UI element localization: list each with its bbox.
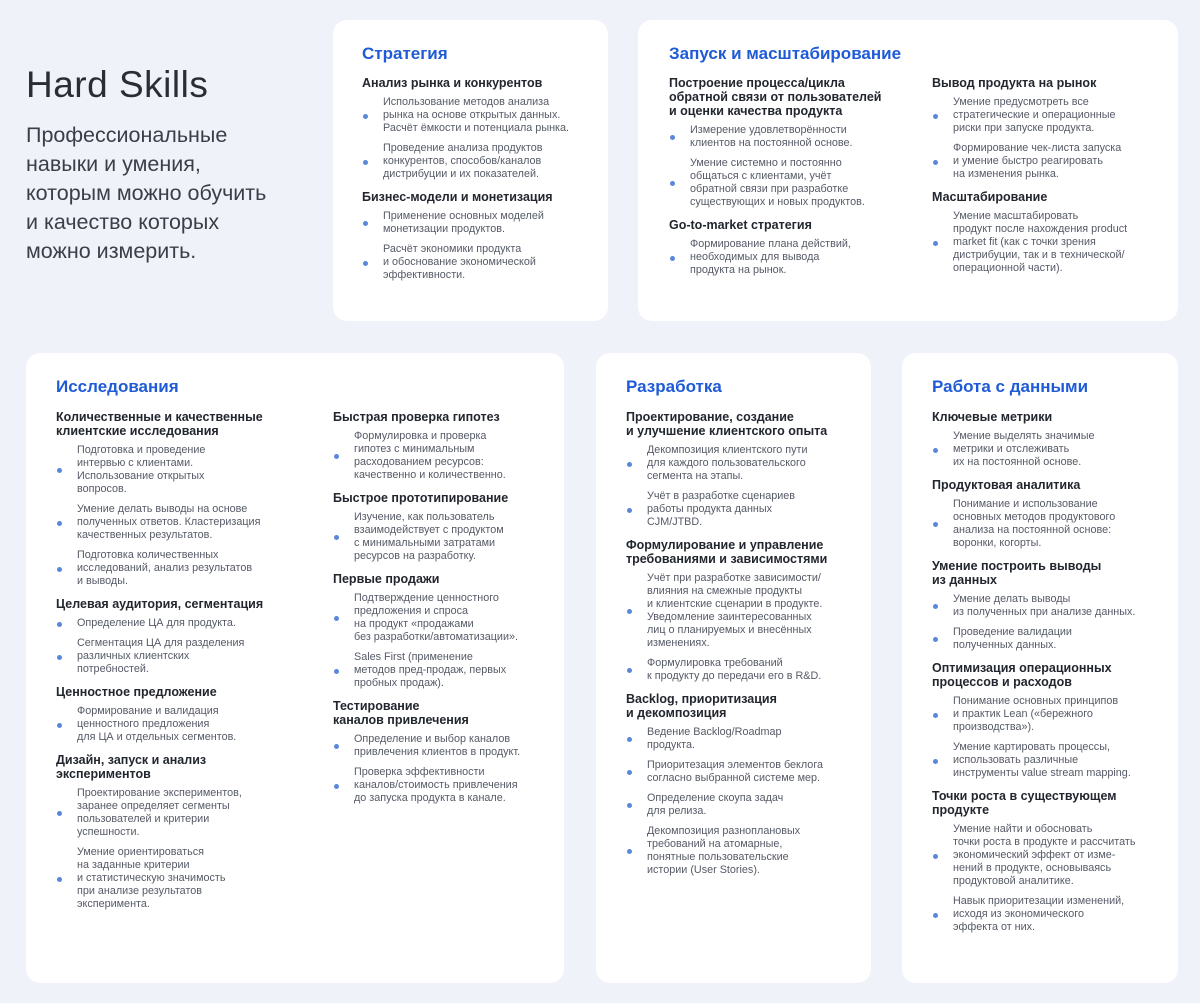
page-subtitle: Профессиональные навыки и умения, которым можно обучить и качество которых можно измерить. (26, 122, 267, 263)
skill-item (626, 657, 866, 683)
skill-item-text: Умение выделять значимые метрики и отслеживать их на постоянной основе. (953, 430, 1095, 468)
skill-group-title: Масштабирование (932, 190, 1048, 204)
bullet-dot-icon (334, 744, 339, 749)
card-column (362, 76, 602, 289)
bullet-dot-icon (933, 448, 938, 453)
skill-item (362, 243, 602, 282)
bullet-dot-icon (933, 637, 938, 642)
skill-item (626, 572, 866, 650)
skill-item-text: Sales First (применение методов пред-продаж, первых пробных продаж). (354, 651, 507, 689)
skill-group-title: Целевая аудитория, сегментация (56, 597, 264, 611)
skill-group-title: Точки роста в существующем продукте (932, 789, 1117, 817)
bullet-dot-icon (334, 784, 339, 789)
skill-group-title: Go-to-market стратегия (669, 218, 812, 232)
skill-item (362, 210, 602, 236)
skill-item (626, 792, 866, 818)
bullet-dot-icon (334, 616, 339, 621)
skill-item (56, 787, 306, 839)
skill-item-text: Умение делать выводы на основе полученных ответов. Кластеризация качественных результатов. (77, 503, 261, 541)
bullet-dot-icon (57, 521, 62, 526)
skill-group-title: Бизнес-модели и монетизация (362, 190, 553, 204)
bullet-dot-icon (363, 160, 368, 165)
skill-item-text: Понимание и использование основных методов продуктового анализа на постоянной основе: воронки, когорты. (953, 498, 1116, 549)
card-column (932, 76, 1172, 282)
skill-group-title: Анализ рынка и конкурентов (362, 76, 543, 90)
skill-item-text: Умение системно и постоянно общаться с клиентами, учёт обратной связи при разработке существующих и новых продуктов. (690, 157, 865, 208)
skill-item-text: Декомпозиция клиентского пути для каждого пользовательского сегмента на этапы. (647, 444, 808, 482)
skill-item (932, 430, 1174, 469)
bullet-dot-icon (57, 567, 62, 572)
skill-item-text: Применение основных моделей монетизации продуктов. (383, 210, 544, 235)
skill-group-title: Ценностное предложение (56, 685, 217, 699)
skill-item-text: Сегментация ЦА для разделения различных клиентских потребностей. (77, 637, 245, 675)
skill-item-text: Умение найти и обосновать точки роста в продукте и рассчитать экономический эффект от изме- нений в продукте, основываясь продуктовой аналитике. (953, 823, 1136, 887)
bullet-dot-icon (627, 668, 632, 673)
skill-item-text: Ведение Backlog/Roadmap продукта. (647, 726, 782, 751)
card-column (56, 410, 306, 918)
skill-group-title: Построение процесса/цикла обратной связи от пользователей и оценки качества продукта (669, 76, 882, 118)
bullet-dot-icon (363, 221, 368, 226)
card-title: Работа с данными (932, 377, 1089, 396)
skill-item (56, 444, 306, 496)
skill-group-title: Количественные и качественные клиентские исследования (56, 410, 263, 438)
bullet-dot-icon (57, 622, 62, 627)
skill-item (362, 96, 602, 135)
skill-item-text: Декомпозиция разноплановых требований на атомарные, понятные пользовательские истории (User Stories). (647, 825, 801, 876)
page-title: Hard Skills (26, 64, 209, 105)
skill-item-text: Измерение удовлетворённости клиентов на постоянной основе. (690, 124, 853, 149)
skill-group-title: Умение построить выводы из данных (932, 559, 1102, 587)
skill-item (56, 846, 306, 911)
card-data (902, 353, 1178, 983)
skill-item-text: Формулировка требований к продукту до передачи его в R&D. (647, 657, 822, 682)
bullet-dot-icon (627, 849, 632, 854)
skill-group-title: Оптимизация операционных процессов и расходов (932, 661, 1112, 689)
card-research (26, 353, 564, 983)
skill-item-text: Приоритезация элементов беклога согласно выбранной системе мер. (647, 759, 824, 784)
card-title: Стратегия (362, 44, 448, 63)
skill-group-title: Продуктовая аналитика (932, 478, 1081, 492)
skill-item-text: Проверка эффективности каналов/стоимость привлечения до запуска продукта в канале. (354, 766, 518, 804)
skill-item (669, 238, 919, 277)
bullet-dot-icon (363, 261, 368, 266)
skill-item (932, 96, 1172, 135)
bullet-dot-icon (627, 737, 632, 742)
skill-item (626, 490, 866, 529)
intro (26, 64, 326, 266)
bullet-dot-icon (933, 604, 938, 609)
skill-item-text: Учёт в разработке сценариев работы продукта данных CJM/JTBD. (647, 490, 795, 528)
bullet-dot-icon (627, 803, 632, 808)
skill-item (56, 503, 306, 542)
skill-item-text: Подготовка количественных исследований, анализ результатов и выводы. (77, 549, 253, 587)
bullet-dot-icon (627, 462, 632, 467)
skill-item-text: Умение предусмотреть все стратегические и операционные риски при запуске продукта. (953, 96, 1116, 134)
skill-item-text: Умение делать выводы из полученных при анализе данных. (953, 593, 1136, 618)
bullet-dot-icon (627, 609, 632, 614)
skill-item (333, 733, 558, 759)
bullet-dot-icon (933, 241, 938, 246)
bullet-dot-icon (57, 723, 62, 728)
skill-item-text: Умение ориентироваться на заданные критерии и статистическую значимость при анализе результатов эксперимента. (77, 846, 226, 910)
bullet-dot-icon (57, 811, 62, 816)
skill-item-text: Использование методов анализа рынка на основе открытых данных. Расчёт ёмкости и потенциала рынка. (383, 96, 570, 134)
bullet-dot-icon (933, 913, 938, 918)
skill-group-title: Быстрое прототипирование (333, 491, 509, 505)
skill-item (56, 617, 306, 630)
skill-item-text: Подтверждение ценностного предложения и спроса на продукт «продажами без разработки/автоматизации». (354, 592, 518, 643)
bullet-dot-icon (57, 655, 62, 660)
skill-item (56, 637, 306, 676)
skill-item (932, 695, 1174, 734)
skill-item-text: Изучение, как пользователь взаимодействует с продуктом с минимальными затратами ресурсов на разработку. (354, 511, 504, 562)
skill-item-text: Определение ЦА для продукта. (77, 617, 236, 629)
skill-group-title: Формулирование и управление требованиями и зависимостями (626, 538, 828, 566)
skill-item (932, 142, 1172, 181)
bullet-dot-icon (670, 181, 675, 186)
card-strategy (333, 20, 608, 321)
skill-item (932, 498, 1174, 550)
skill-item (932, 823, 1174, 888)
bullet-dot-icon (670, 135, 675, 140)
skill-item (626, 825, 866, 877)
skill-item (56, 549, 306, 588)
skill-item-text: Формирование плана действий, необходимых для вывода продукта на рынок. (690, 238, 851, 276)
card-title: Разработка (626, 377, 722, 396)
bullet-dot-icon (933, 759, 938, 764)
skill-item (669, 124, 919, 150)
skill-item (932, 210, 1172, 275)
skill-group-title: Проектирование, создание и улучшение клиентского опыта (626, 410, 828, 438)
skill-group-title: Вывод продукта на рынок (932, 76, 1097, 90)
skill-group-title: Ключевые метрики (932, 410, 1053, 424)
bullet-dot-icon (334, 669, 339, 674)
bullet-dot-icon (933, 160, 938, 165)
skill-group-title: Быстрая проверка гипотез (333, 410, 500, 424)
bullet-dot-icon (933, 114, 938, 119)
bullet-dot-icon (57, 468, 62, 473)
skill-group-title: Backlog, приоритизация и декомпозиция (626, 692, 777, 720)
bullet-dot-icon (627, 770, 632, 775)
skill-item (626, 726, 866, 752)
skill-item (626, 444, 866, 483)
skill-item-text: Расчёт экономики продукта и обоснование экономической эффективности. (383, 243, 536, 281)
bullet-dot-icon (334, 454, 339, 459)
bullet-dot-icon (334, 535, 339, 540)
skill-item (333, 592, 558, 644)
skill-item (932, 593, 1174, 619)
skill-item (333, 651, 558, 690)
skill-item-text: Навык приоритезации изменений, исходя из экономического эффекта от них. (953, 895, 1125, 933)
skill-item (333, 766, 558, 805)
bullet-dot-icon (627, 508, 632, 513)
bullet-dot-icon (57, 877, 62, 882)
skill-item-text: Понимание основных принципов и практик Lean («бережного производства»). (953, 695, 1119, 733)
skill-item (932, 626, 1174, 652)
skill-item (932, 895, 1174, 934)
skill-item (56, 705, 306, 744)
skill-item-text: Умение картировать процессы, использовать различные инструменты value stream mapping. (953, 741, 1131, 779)
skill-item-text: Учёт при разработке зависимости/ влияния на смежные продукты и клиентские сценарии в продукте. Уведомление заинтересованных лиц о планируемых и внесённых изменениях. (647, 572, 823, 649)
card-column (333, 410, 558, 812)
skill-item-text: Проведение валидации полученных данных. (953, 626, 1072, 651)
card-title: Запуск и масштабирование (669, 44, 902, 63)
card-column (626, 410, 866, 884)
skill-item (333, 511, 558, 563)
card-title: Исследования (56, 377, 179, 396)
card-column (932, 410, 1174, 941)
skill-item-text: Проектирование экспериментов, заранее определяет сегменты пользователей и критерии успешности. (77, 787, 242, 838)
bullet-dot-icon (933, 522, 938, 527)
card-column (669, 76, 919, 284)
bullet-dot-icon (933, 713, 938, 718)
bullet-dot-icon (363, 114, 368, 119)
skill-group-title: Первые продажи (333, 572, 440, 586)
card-development (596, 353, 871, 983)
skill-item (362, 142, 602, 181)
skill-item-text: Формулировка и проверка гипотез с минимальным расходованием ресурсов: качественно и количественно. (354, 430, 506, 481)
skill-item (669, 157, 919, 209)
bullet-dot-icon (933, 854, 938, 859)
skill-item-text: Определение и выбор каналов привлечения клиентов в продукт. (354, 733, 521, 758)
skill-group-title: Тестирование каналов привлечения (333, 699, 469, 727)
skill-item-text: Подготовка и проведение интервью с клиентами. Использование открытых вопросов. (77, 444, 206, 495)
skill-item (932, 741, 1174, 780)
skill-item-text: Умение масштабировать продукт после нахождения product market fit (как с точки зрения дистрибуции, так и в технической/ операционной части). (953, 210, 1128, 274)
skill-item-text: Формирование и валидация ценностного предложения для ЦА и отдельных сегментов. (77, 705, 237, 743)
skill-group-title: Дизайн, запуск и анализ экспериментов (56, 753, 207, 781)
skill-item-text: Проведение анализа продуктов конкурентов, способов/каналов дистрибуции и их показателей. (383, 142, 543, 180)
skill-item (333, 430, 558, 482)
skill-item-text: Определение скоупа задач для релиза. (647, 792, 784, 817)
skill-item-text: Формирование чек-листа запуска и умение быстро реагировать на изменения рынка. (953, 142, 1122, 180)
bullet-dot-icon (670, 256, 675, 261)
skill-item (626, 759, 866, 785)
card-launch (638, 20, 1178, 321)
